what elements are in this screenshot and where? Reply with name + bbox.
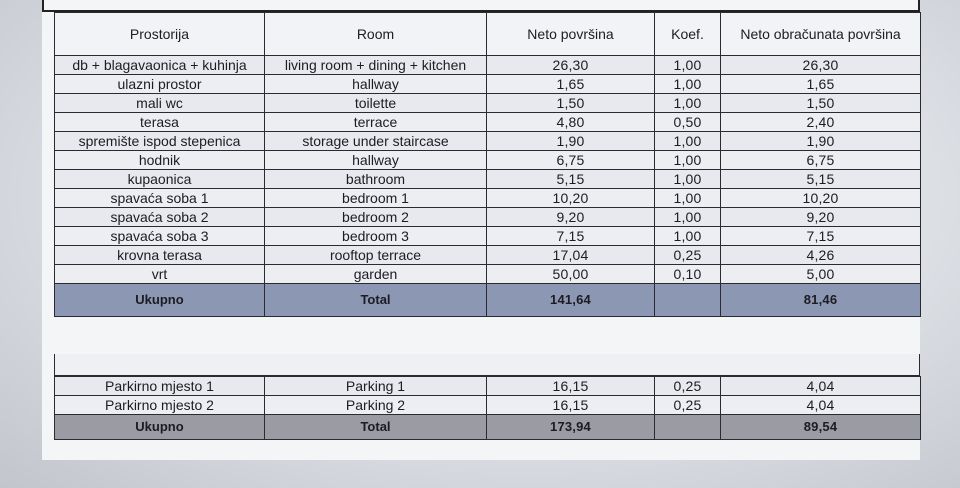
table-row xyxy=(55,265,921,284)
parking-table xyxy=(54,376,921,440)
cell-room: toilette xyxy=(265,94,487,113)
table-row xyxy=(55,75,921,94)
table-row xyxy=(55,132,921,151)
cell-neto-obracunata: 1,65 xyxy=(721,75,921,94)
header-neto-povrsina: Neto površina xyxy=(487,13,655,56)
parking-row xyxy=(55,377,921,396)
table-row xyxy=(55,189,921,208)
previous-table-edge xyxy=(42,0,920,12)
cell-neto-obracunata: 10,20 xyxy=(721,189,921,208)
cell-koef: 1,00 xyxy=(655,132,721,151)
spacer-band xyxy=(54,354,920,376)
grand-total-row xyxy=(55,415,921,440)
cell-neto-obracunata: 2,40 xyxy=(721,113,921,132)
header-neto-obracunata: Neto obračunata površina xyxy=(721,13,921,56)
cell-neto-obracunata: 89,54 xyxy=(721,415,921,440)
cell-koef: 0,50 xyxy=(655,113,721,132)
cell-neto-povrsina: 5,15 xyxy=(487,170,655,189)
table-row xyxy=(55,56,921,75)
cell-room: Parking 2 xyxy=(265,396,487,415)
cell-neto-obracunata: 4,04 xyxy=(721,396,921,415)
total-row xyxy=(55,284,921,317)
cell-neto-povrsina: 9,20 xyxy=(487,208,655,227)
cell-koef xyxy=(655,415,721,440)
cell-neto-povrsina: 6,75 xyxy=(487,151,655,170)
cell-neto-obracunata: 4,04 xyxy=(721,377,921,396)
cell-room: Total xyxy=(265,284,487,317)
cell-room: terrace xyxy=(265,113,487,132)
cell-room: bathroom xyxy=(265,170,487,189)
cell-neto-povrsina: 17,04 xyxy=(487,246,655,265)
cell-neto-povrsina: 16,15 xyxy=(487,396,655,415)
cell-neto-obracunata: 6,75 xyxy=(721,151,921,170)
cell-prostorija: kupaonica xyxy=(55,170,265,189)
cell-prostorija: Ukupno xyxy=(55,415,265,440)
header-row xyxy=(55,13,921,56)
cell-neto-povrsina: 50,00 xyxy=(487,265,655,284)
cell-room: Total xyxy=(265,415,487,440)
cell-koef: 1,00 xyxy=(655,170,721,189)
table-row xyxy=(55,151,921,170)
cell-prostorija: vrt xyxy=(55,265,265,284)
cell-koef: 1,00 xyxy=(655,227,721,246)
cell-neto-povrsina: 1,50 xyxy=(487,94,655,113)
cell-neto-obracunata: 9,20 xyxy=(721,208,921,227)
table-row xyxy=(55,94,921,113)
cell-room: bedroom 1 xyxy=(265,189,487,208)
table-row xyxy=(55,227,921,246)
cell-koef: 0,25 xyxy=(655,377,721,396)
table-row xyxy=(55,246,921,265)
cell-koef: 0,25 xyxy=(655,396,721,415)
cell-neto-povrsina: 16,15 xyxy=(487,377,655,396)
table-row xyxy=(55,170,921,189)
cell-room: hallway xyxy=(265,75,487,94)
cell-room: bedroom 2 xyxy=(265,208,487,227)
cell-neto-povrsina: 26,30 xyxy=(487,56,655,75)
cell-neto-obracunata: 5,15 xyxy=(721,170,921,189)
cell-koef: 1,00 xyxy=(655,208,721,227)
cell-koef: 1,00 xyxy=(655,75,721,94)
cell-neto-povrsina: 141,64 xyxy=(487,284,655,317)
cell-prostorija: mali wc xyxy=(55,94,265,113)
cell-room: hallway xyxy=(265,151,487,170)
cell-neto-obracunata: 5,00 xyxy=(721,265,921,284)
cell-neto-obracunata: 7,15 xyxy=(721,227,921,246)
cell-prostorija: Parkirno mjesto 1 xyxy=(55,377,265,396)
cell-koef: 1,00 xyxy=(655,151,721,170)
cell-koef xyxy=(655,284,721,317)
cell-room: garden xyxy=(265,265,487,284)
cell-neto-povrsina: 10,20 xyxy=(487,189,655,208)
cell-prostorija: Parkirno mjesto 2 xyxy=(55,396,265,415)
cell-neto-obracunata: 26,30 xyxy=(721,56,921,75)
table-row xyxy=(55,113,921,132)
cell-room: storage under staircase xyxy=(265,132,487,151)
cell-neto-povrsina: 1,65 xyxy=(487,75,655,94)
cell-prostorija: hodnik xyxy=(55,151,265,170)
cell-prostorija: terasa xyxy=(55,113,265,132)
cell-neto-obracunata: 1,90 xyxy=(721,132,921,151)
cell-prostorija: spavaća soba 2 xyxy=(55,208,265,227)
cell-koef: 0,10 xyxy=(655,265,721,284)
cell-prostorija: ulazni prostor xyxy=(55,75,265,94)
cell-neto-povrsina: 7,15 xyxy=(487,227,655,246)
cell-neto-obracunata: 1,50 xyxy=(721,94,921,113)
cell-prostorija: Ukupno xyxy=(55,284,265,317)
header-prostorija: Prostorija xyxy=(55,13,265,56)
cell-prostorija: spavaća soba 1 xyxy=(55,189,265,208)
cell-neto-povrsina: 4,80 xyxy=(487,113,655,132)
cell-prostorija: spremište ispod stepenica xyxy=(55,132,265,151)
area-table xyxy=(54,12,921,317)
table-row xyxy=(55,208,921,227)
cell-neto-povrsina: 173,94 xyxy=(487,415,655,440)
cell-room: living room + dining + kitchen xyxy=(265,56,487,75)
header-room: Room xyxy=(265,13,487,56)
cell-koef: 1,00 xyxy=(655,56,721,75)
cell-room: Parking 1 xyxy=(265,377,487,396)
cell-neto-obracunata: 81,46 xyxy=(721,284,921,317)
cell-room: rooftop terrace xyxy=(265,246,487,265)
cell-koef: 0,25 xyxy=(655,246,721,265)
cell-prostorija: db + blagavaonica + kuhinja xyxy=(55,56,265,75)
parking-row xyxy=(55,396,921,415)
cell-koef: 1,00 xyxy=(655,189,721,208)
cell-neto-obracunata: 4,26 xyxy=(721,246,921,265)
cell-prostorija: spavaća soba 3 xyxy=(55,227,265,246)
cell-room: bedroom 3 xyxy=(265,227,487,246)
cell-neto-povrsina: 1,90 xyxy=(487,132,655,151)
cell-prostorija: krovna terasa xyxy=(55,246,265,265)
header-koef: Koef. xyxy=(655,13,721,56)
cell-koef: 1,00 xyxy=(655,94,721,113)
